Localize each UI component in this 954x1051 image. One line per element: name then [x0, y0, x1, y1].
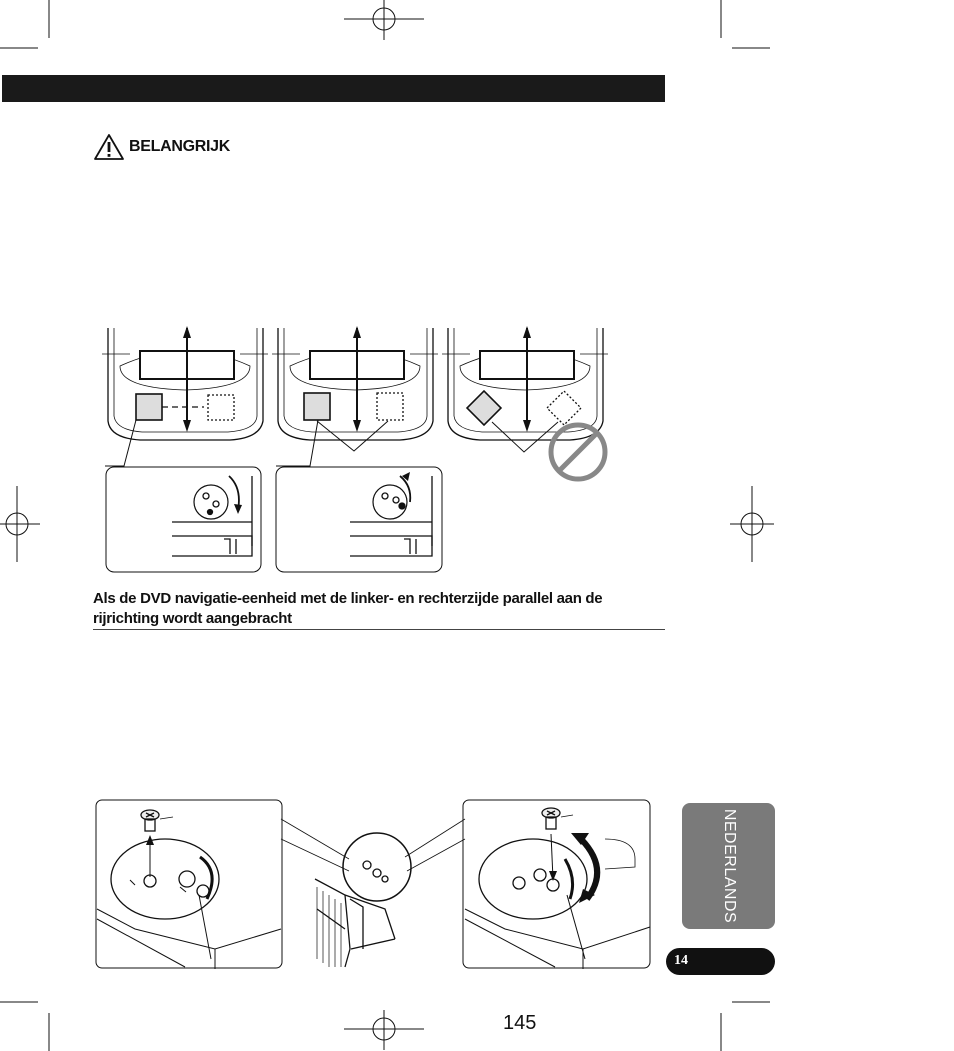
registration-mark-top [344, 0, 424, 40]
important-label: BELANGRIJK [129, 138, 231, 155]
detail-box-left [96, 800, 282, 969]
language-label: NEDERLANDS [720, 808, 738, 924]
mounting-orientation-figure [100, 326, 610, 576]
car-top-view-2 [272, 326, 438, 451]
page-number: 145 [503, 1012, 537, 1034]
section-page-number: 14 [674, 953, 688, 968]
language-tab [682, 803, 775, 929]
screw-icon [141, 810, 159, 831]
car-top-view-3 [442, 326, 608, 452]
detail-box-1 [106, 467, 261, 572]
section-heading: Als de DVD navigatie-eenheid met de linker- en rechterzijde parallel aan de rijrichting wordt aangebracht [93, 590, 603, 627]
registration-mark-bottom [344, 1010, 424, 1050]
registration-mark-right [730, 486, 774, 562]
unit-perspective-view [281, 819, 465, 967]
car-top-view-1 [102, 326, 268, 440]
screw-repositioning-figure [95, 799, 655, 971]
warning-triangle-icon [93, 133, 125, 161]
detail-box-right [463, 800, 650, 969]
section-page-badge [666, 948, 775, 975]
detail-box-2 [276, 467, 442, 572]
registration-mark-left [0, 486, 40, 562]
prohibited-icon [551, 425, 605, 479]
screw-icon [542, 808, 560, 829]
section-divider [93, 629, 665, 630]
rotate-arrow-icon [571, 833, 597, 903]
important-heading [93, 132, 230, 162]
header-bar [2, 75, 665, 102]
